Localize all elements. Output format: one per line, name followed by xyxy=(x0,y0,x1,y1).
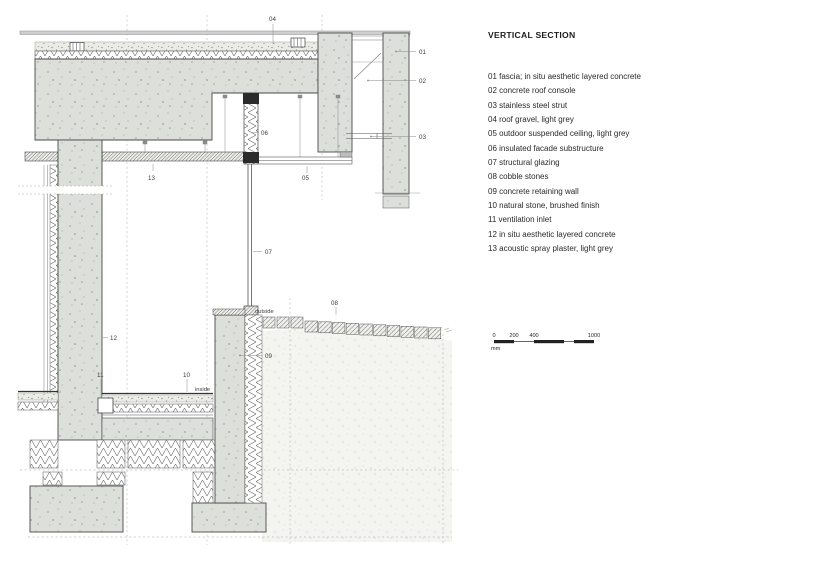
legend-item: 06 insulated facade substructure xyxy=(488,143,604,153)
callout-05: 05 xyxy=(302,175,309,182)
roof-console xyxy=(318,33,352,152)
callout-02: 02 xyxy=(419,78,426,85)
legend-item: 05 outdoor suspended ceiling, light grey xyxy=(488,129,630,139)
retaining-wall xyxy=(213,309,262,503)
inside-label: inside xyxy=(195,387,211,393)
legend-item: 02 concrete roof console xyxy=(488,86,576,96)
facade-substructure xyxy=(243,93,259,164)
scale-unit-label: mm xyxy=(491,346,501,352)
legend-item: 08 cobble stones xyxy=(488,172,549,182)
legend-items xyxy=(488,70,788,256)
scale-tick-0: 0 xyxy=(492,333,496,339)
callout-06: 06 xyxy=(261,130,268,137)
retaining-wall-footing xyxy=(192,503,266,532)
scale-tick-400: 400 xyxy=(529,333,539,339)
ground-fill xyxy=(262,327,452,542)
outside-label: outside xyxy=(255,309,274,315)
callout-12: 12 xyxy=(110,335,117,342)
callout-04: 04 xyxy=(269,16,276,23)
roof-slab xyxy=(35,59,318,140)
callout-08: 08 xyxy=(331,300,338,307)
callout-07: 07 xyxy=(265,249,272,256)
callout-01: 01 xyxy=(419,49,426,56)
roof-vent-grate xyxy=(70,43,84,52)
legend-item: 09 concrete retaining wall xyxy=(488,186,579,196)
legend xyxy=(488,30,788,256)
floor-assembly xyxy=(18,392,213,416)
ventilation-inlet xyxy=(98,398,113,413)
legend-item: 13 acoustic spray plaster, light grey xyxy=(488,244,613,254)
legend-item: 04 roof gravel, light grey xyxy=(488,115,574,125)
legend-item: 12 in situ aesthetic layered concrete xyxy=(488,229,616,239)
roof-vent-grate-2 xyxy=(291,38,305,47)
callout-03: 03 xyxy=(419,134,426,141)
legend-item: 01 fascia; in situ aesthetic layered concrete xyxy=(488,72,641,81)
callout-11: 11 xyxy=(97,372,104,379)
callout-10: 10 xyxy=(183,372,190,379)
structural-glazing xyxy=(244,164,258,315)
scale-tick-200: 200 xyxy=(509,333,519,339)
legend-item: 03 stainless steel strut xyxy=(488,100,568,110)
page-title: VERTICAL SECTION xyxy=(488,30,576,40)
scale-bar xyxy=(491,333,600,352)
callout-13: 13 xyxy=(148,175,155,182)
callout-09: 09 xyxy=(265,353,272,360)
scale-tick-1000: 1000 xyxy=(587,333,601,339)
legend-item: 07 structural glazing xyxy=(488,158,560,168)
fascia xyxy=(375,33,420,208)
roof-insulation-truss xyxy=(35,51,318,59)
section-break xyxy=(18,186,112,194)
legend-item: 11 ventilation inlet xyxy=(488,215,552,225)
legend-item: 10 natural stone, brushed finish xyxy=(488,201,600,211)
